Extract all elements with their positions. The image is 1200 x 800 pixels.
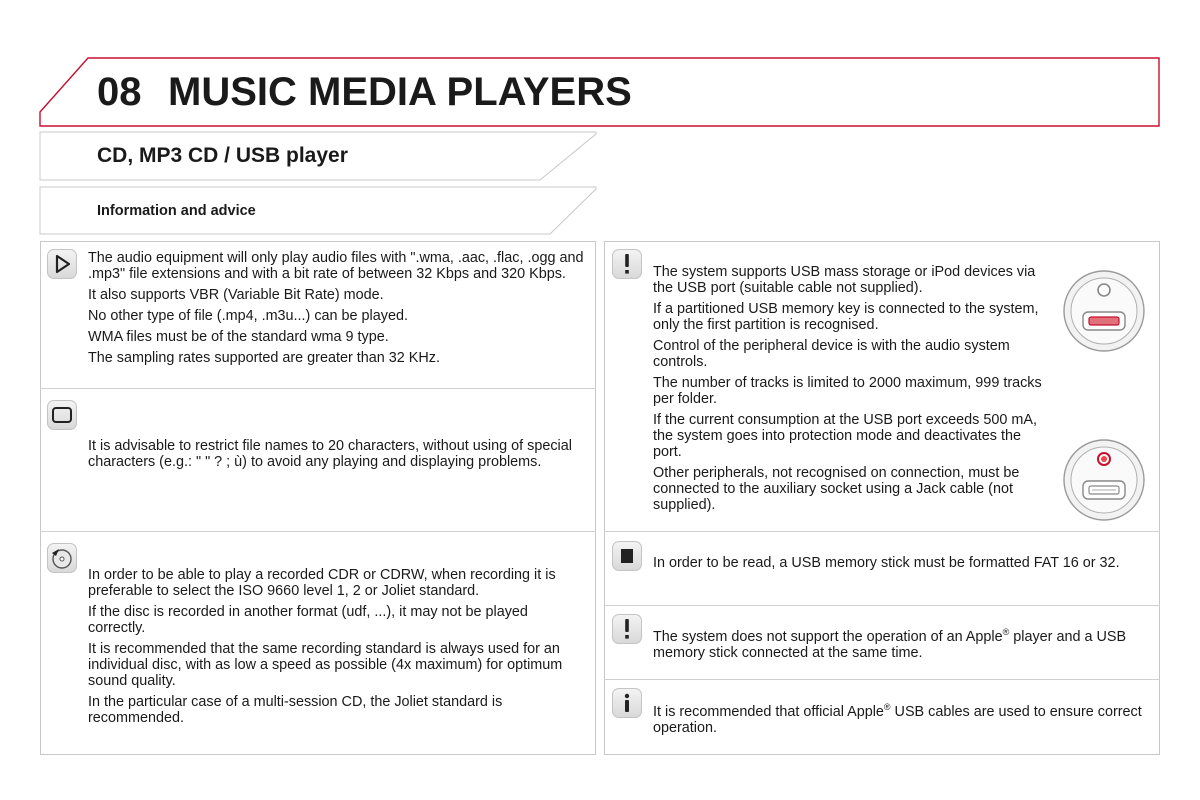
apple-simultaneous-after: player and a USB memory stick connected at the same time. (653, 629, 1127, 661)
recording-para: In the particular case of a multi-session CD, the Joliet standard is recommended. (88, 694, 503, 726)
apple-cables-before: It is recommended that official Apple (653, 704, 884, 720)
disc-icon (47, 543, 77, 573)
registered-mark: ® (1002, 627, 1010, 637)
audio-formats-para: The audio equipment will only play audio files with ".wma, .aac, .flac, .ogg and .mp3" file extensions and with a bit rate of between 32 Kbps and 320 Kbps. (88, 250, 584, 282)
right-divider-1 (604, 531, 1160, 532)
usb-support-para: Control of the peripheral device is with the audio system controls. (653, 338, 1010, 370)
left-divider-1 (40, 388, 596, 389)
audio-formats-para: The sampling rates supported are greater than 32 KHz. (88, 350, 440, 366)
section-title: CD, MP3 CD / USB player (97, 144, 348, 167)
warning-icon (612, 249, 642, 279)
recording-para: In order to be able to play a recorded CDR or CDRW, when recording it is preferable to select the ISO 9660 level 1, 2 or Joliet standard. (88, 567, 556, 599)
chapter-number: 08 (97, 70, 142, 114)
usb-port-indicator-illustration (1061, 437, 1147, 523)
format-para: In order to be read, a USB memory stick must be formatted FAT 16 or 32. (653, 555, 1120, 571)
usb-support-para: The number of tracks is limited to 2000 maximum, 999 tracks per folder. (653, 375, 1042, 407)
right-divider-2 (604, 605, 1160, 606)
apple-simultaneous-text (653, 629, 1153, 666)
apple-cables-para (653, 704, 1153, 736)
format-text (653, 555, 1148, 576)
audio-formats-text (88, 250, 588, 371)
warning-icon (612, 614, 642, 644)
apple-cables-after: USB cables are used to ensure correct operation. (653, 704, 1142, 736)
recording-para: If the disc is recorded in another format (udf, ...), it may not be played correctly. (88, 604, 528, 636)
left-divider-2 (40, 531, 596, 532)
file-names-para: It is advisable to restrict file names to 20 characters, without using of special characters (e.g.: " " ? ; ù) to avoid any playing and displaying problems. (88, 438, 572, 470)
apple-simultaneous-para (653, 629, 1153, 661)
apple-cables-text (653, 704, 1153, 741)
subsection-title: Information and advice (97, 203, 256, 219)
screen-icon (47, 400, 77, 430)
registered-mark: ® (883, 702, 891, 712)
info-icon (612, 688, 642, 718)
play-icon (47, 249, 77, 279)
audio-formats-para: No other type of file (.mp4, .m3u...) can be played. (88, 308, 408, 324)
apple-simultaneous-before: The system does not support the operation of an Apple (653, 629, 1003, 645)
recording-text (88, 567, 588, 731)
right-divider-3 (604, 679, 1160, 680)
audio-formats-para: WMA files must be of the standard wma 9 type. (88, 329, 389, 345)
usb-support-para: Other peripherals, not recognised on connection, must be connected to the auxiliary socket using a Jack cable (not supplied). (653, 465, 1020, 513)
usb-support-para: If a partitioned USB memory key is connected to the system, only the first partition is recognised. (653, 301, 1039, 333)
usb-support-text (653, 264, 1048, 518)
file-names-text (88, 438, 588, 475)
stop-icon (612, 541, 642, 571)
usb-support-para: If the current consumption at the USB port exceeds 500 mA, the system goes into protection mode and deactivates the port. (653, 412, 1037, 460)
usb-support-para: The system supports USB mass storage or iPod devices via the USB port (suitable cable not supplied). (653, 264, 1036, 296)
chapter-title: MUSIC MEDIA PLAYERS (168, 70, 632, 114)
recording-para: It is recommended that the same recording standard is always used for an individual disc, with as low a speed as possible (4x maximum) for optimum sound quality. (88, 641, 563, 689)
audio-formats-para: It also supports VBR (Variable Bit Rate) mode. (88, 287, 384, 303)
usb-port-illustration (1061, 268, 1147, 354)
